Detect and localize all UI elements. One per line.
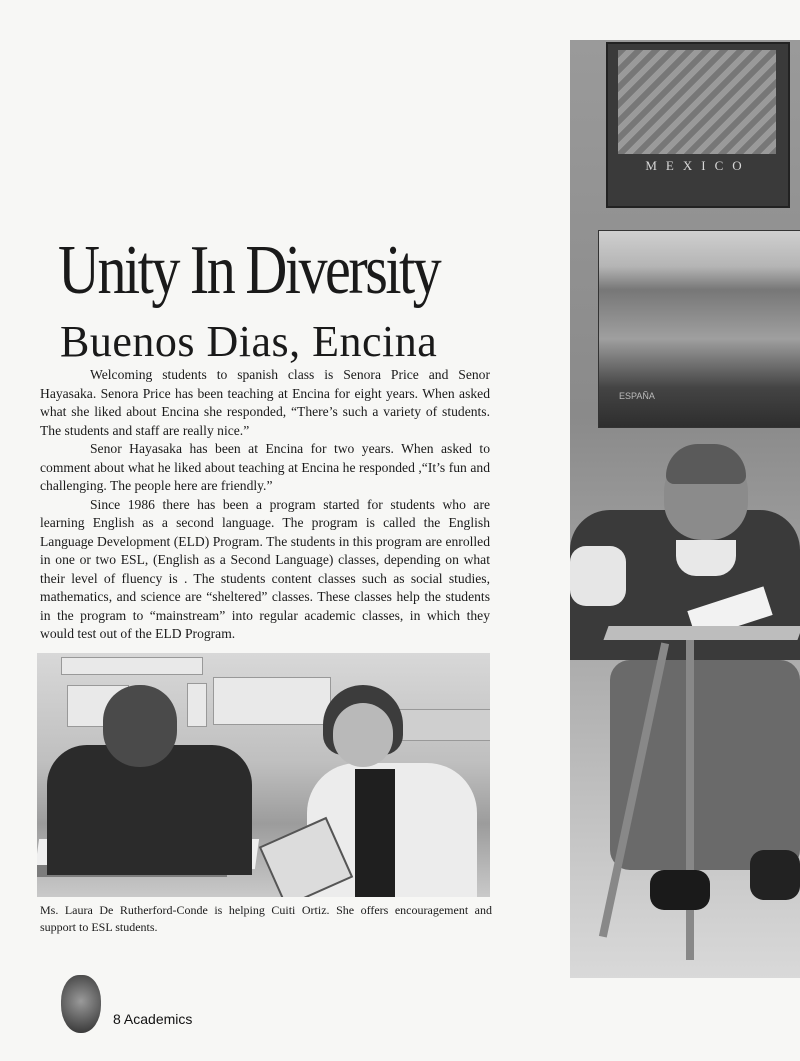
page-title: Unity In Diversity (58, 232, 440, 309)
photo-caption: Ms. Laura De Rutherford-Conde is helping Cuiti Ortiz. She offers encouragement and support to ESL students. (40, 903, 492, 934)
spain-poster-label: ESPAÑA (619, 391, 655, 401)
spain-poster (598, 230, 800, 428)
fingerprint-icon (61, 975, 101, 1033)
article-paragraph: Welcoming students to spanish class is Senora Price and Senor Hayasaka. Senora Price has been teaching at Encina for eight years. When asked what she liked about Encina she responded, “There’s such a variety of students. The students and staff are really nice.” (40, 367, 490, 438)
student-desk-photo (570, 40, 800, 978)
article-paragraph: Senor Hayasaka has been at Encina for two years. When asked to comment about what he liked about teaching at Encina he responded ,“It’s fun and challenging. The people here are friendly.” (40, 441, 490, 493)
page-number-label: 8 Academics (113, 1011, 193, 1027)
mexico-poster-caption: MEXICO (645, 158, 751, 173)
article-body (40, 366, 490, 644)
page-subtitle: Buenos Dias, Encina (60, 317, 438, 366)
article-paragraph: Since 1986 there has been a program started for students who are learning English as a second language. The program is called the English Language Development (ELD) Program. The students in this program are enrolled in one or two ESL, (English as a Second Language) classes, depending on what their level of fluency is . The students content classes such as social studies, mathematics, and science are “sheltered” classes. These classes help the students in the program to “mainstream” into regular academic classes, in which they would test out of the ELD Program. (40, 496, 490, 641)
mexico-poster (606, 42, 790, 208)
student-figure (570, 450, 800, 978)
classroom-photo (37, 653, 490, 897)
